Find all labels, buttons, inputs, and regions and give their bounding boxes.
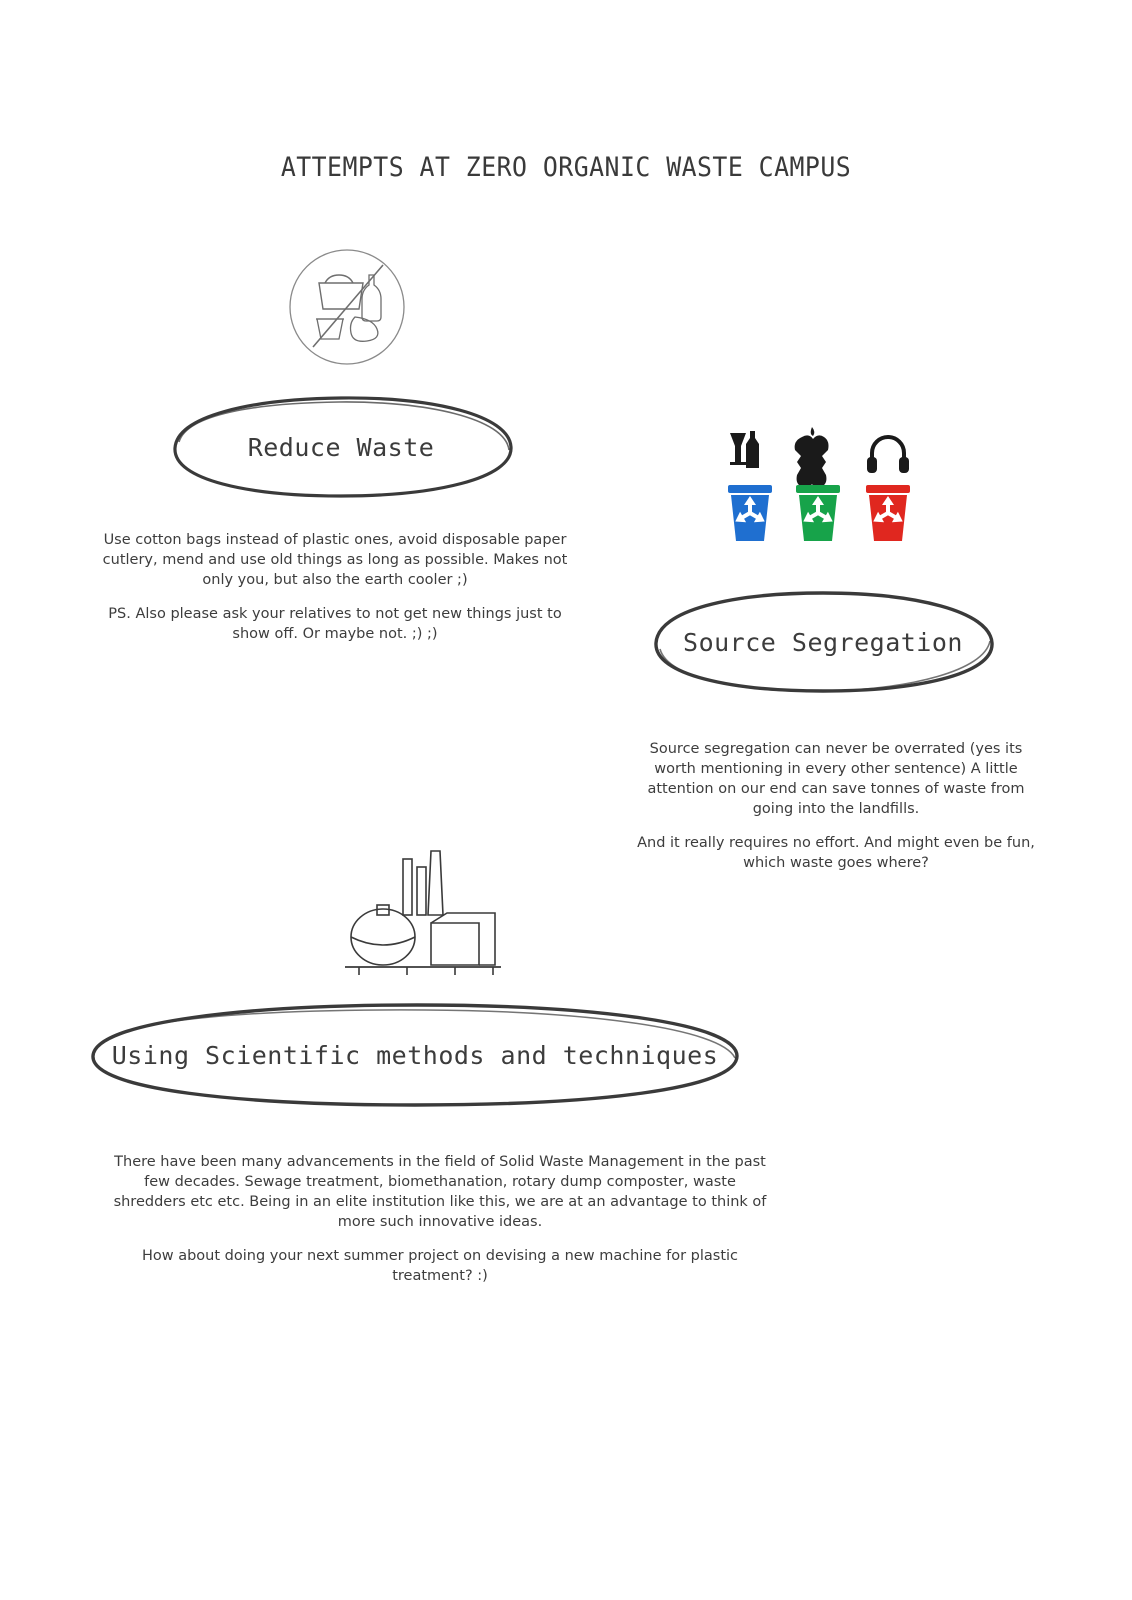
heading-bubble-source-segregation: [648, 587, 998, 697]
section-scientific-methods: [70, 845, 770, 1286]
paragraph: How about doing your next summer project on devising a new machine for plastic treatment? :): [141, 1248, 739, 1284]
section-body-scientific-methods: [110, 1152, 770, 1286]
page-title: ATTEMPTS AT ZERO ORGANIC WASTE CAMPUS: [280, 152, 852, 183]
section-reduce-waste: [100, 245, 570, 644]
bin-blue: [728, 485, 772, 541]
paragraph: And it really requires no effort. And might even be fun, which waste goes where?: [637, 835, 1035, 871]
section-heading: Source Segregation: [683, 627, 963, 657]
section-body-reduce-waste: [100, 530, 570, 644]
bottle-and-glass-icon: [730, 431, 759, 468]
bin-red: [866, 485, 910, 541]
no-plastic-bag-icon: [285, 245, 410, 370]
paragraph: Use cotton bags instead of plastic ones, avoid disposable paper cutlery, mend and use old things as long as possible. Makes not only you, but also the earth cooler ;): [102, 532, 568, 588]
heading-bubble-scientific-methods: [85, 1000, 745, 1110]
paragraph: There have been many advancements in the field of Solid Waste Management in the past few decades. Sewage treatment, biomethanation, rotary dump composter, waste shredders etc etc. Being in an elite institution like this, we are at an advantage to think of more such innovative ideas.: [113, 1154, 767, 1230]
section-source-segregation: [600, 425, 1040, 873]
apple-core-icon: [795, 427, 829, 488]
paragraph: PS. Also please ask your relatives to not get new things just to show off. Or maybe not. ;) ;): [108, 606, 562, 642]
section-heading: Using Scientific methods and techniques: [111, 1040, 719, 1070]
section-heading: Reduce Waste: [247, 432, 435, 462]
headphones-icon: [867, 437, 909, 473]
bin-green: [796, 485, 840, 541]
recycling-bins-icon: [720, 425, 920, 565]
treatment-plant-icon: [335, 845, 505, 980]
paragraph: Source segregation can never be overrated (yes its worth mentioning in every other sentence) A little attention on our end can save tonnes of waste from going into the landfills.: [647, 741, 1025, 817]
heading-bubble-reduce-waste: [165, 392, 517, 502]
